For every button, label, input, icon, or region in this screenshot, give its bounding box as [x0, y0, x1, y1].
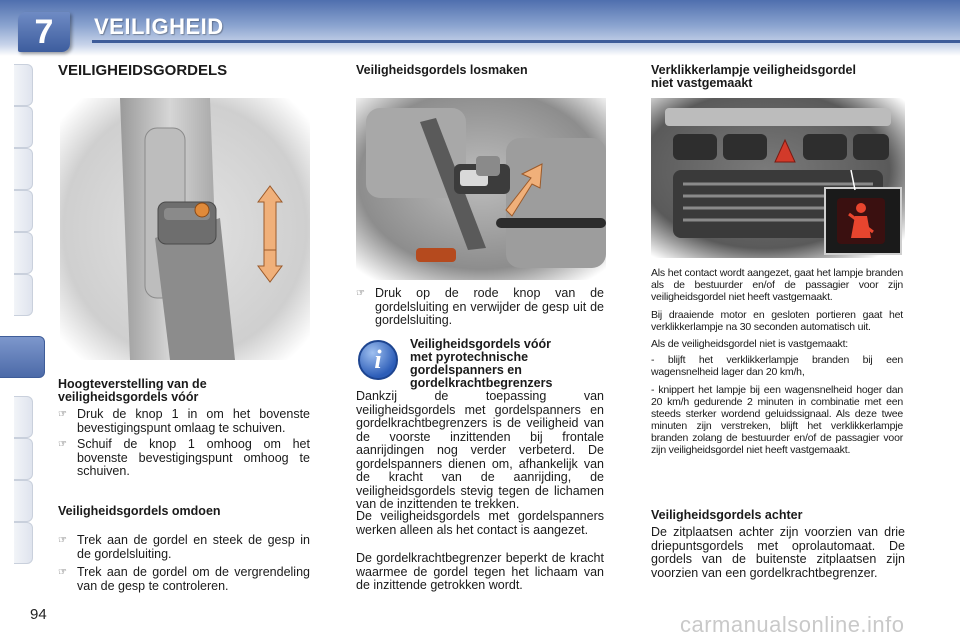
- pyrotechnic-paragraph-2: De veiligheidsgordels met gordelspanners werken alleen als het contact is aangezet.: [356, 509, 604, 537]
- buckle-release-photo: [356, 98, 606, 280]
- pyrotechnic-title-line4: gordelkrachtbegrenzers: [410, 376, 553, 390]
- unfasten-title: Veiligheidsgordels losmaken: [356, 63, 528, 77]
- bullet-text: Druk de knop 1 in om het bovenste bevestigingspunt omlaag te schuiven.: [77, 407, 310, 435]
- chapter-tab-4[interactable]: [14, 190, 33, 232]
- warning-lamp-title-line1: Verklikkerlampje veiligheidsgordel: [651, 63, 856, 77]
- chapter-tab-5[interactable]: [14, 232, 33, 274]
- bullet-icon: ☞: [356, 288, 365, 299]
- pyrotechnic-paragraph-1: Dankzij de toepassing van veiligheidsgordels met gordelspanners en gordelkrachtbegrenzers is de veiligheid van de voorste inzittenden bij frontale aanrijdingen nog verder verbeterd. De gordelspanners dienen om, afhankelijk van de kracht van de aanrijding, de veiligheidsgordels stevig tegen de lichamen van de inzittenden te trekken.: [356, 389, 604, 511]
- bullet-icon: ☞: [58, 567, 67, 578]
- warning-paragraph-3: Als de veiligheidsgordel niet is vastgemaakt:: [651, 338, 849, 350]
- chapter-tab-11[interactable]: [14, 522, 33, 564]
- bullet-text: Trek aan de gordel om de vergrendeling van de gesp te controleren.: [77, 565, 310, 593]
- bullet-text: Schuif de knop 1 omhoog om het bovenste bevestigingspunt omhoog te schuiven.: [77, 437, 310, 478]
- warning-paragraph-5: - knippert het lampje bij een wagensnelheid hoger dan 20 km/h gedurende 2 minuten in combinatie met een steeds sterker wordend geluidssignaal. Als deze twee minuten zijn verstreken, blijft het verklikkerlampje branden zolang de bestuurder en/of de passagier voor zijn veiligheidsgordel niet heeft vastgemaakt.: [651, 384, 903, 456]
- warning-paragraph-4: - blijft het verklikkerlampje branden bij een wagensnelheid lager dan 20 km/h,: [651, 354, 903, 378]
- bullet-icon: ☞: [58, 439, 67, 450]
- pyrotechnic-title-line1: Veiligheidsgordels vóór: [410, 337, 552, 351]
- fasten-title: Veiligheidsgordels omdoen: [58, 504, 221, 518]
- pyrotechnic-title-line2: met pyrotechnische: [410, 350, 529, 364]
- chapter-tab-3[interactable]: [14, 148, 33, 190]
- height-adjust-title-line2: veiligheidsgordels vóór: [58, 390, 199, 404]
- fasten-bullet-1: [58, 534, 310, 561]
- warning-paragraph-1: Als het contact wordt aangezet, gaat het lampje branden als de bestuurder en/of de passagier voor zijn veiligheidsgordel niet heeft vastgemaakt.: [651, 267, 903, 303]
- chapter-tab-6[interactable]: [14, 274, 33, 316]
- warning-lamp-title-line2: niet vastgemaakt: [651, 76, 753, 90]
- seatbelt-height-photo: [60, 98, 310, 360]
- section-title: VEILIGHEIDSGORDELS: [58, 62, 228, 79]
- chapter-tab-1[interactable]: [14, 64, 33, 106]
- chapter-tab-2[interactable]: [14, 106, 33, 148]
- unfasten-bullet-1: [356, 287, 604, 328]
- chapter-tab-8[interactable]: [14, 396, 33, 438]
- pyrotechnic-title-line3: gordelspanners en: [410, 363, 522, 377]
- chapter-tab-active[interactable]: [0, 336, 45, 378]
- chapter-title: VEILIGHEID: [94, 14, 224, 39]
- chapter-tab-9[interactable]: [14, 438, 33, 480]
- bullet-icon: ☞: [58, 409, 67, 420]
- bullet-text: Druk op de rode knop van de gordelsluiting en verwijder de gesp uit de gordelsluiting.: [375, 286, 604, 327]
- info-icon: i: [358, 340, 398, 380]
- warning-lamp-title: [651, 64, 911, 90]
- rear-belts-paragraph: De zitplaatsen achter zijn voorzien van drie driepuntsgordels met oprolautomaat. De gordels van de buitenste zitplaatsen zijn voorzien van een gordelkrachtbegrenzer.: [651, 525, 905, 580]
- pyrotechnic-title: [410, 338, 606, 390]
- dashboard-warning-photo: [651, 98, 905, 258]
- header-rule: [92, 40, 960, 43]
- height-adjust-bullet-2: [58, 438, 310, 479]
- chapter-tab-10[interactable]: [14, 480, 33, 522]
- bullet-icon: ☞: [58, 535, 67, 546]
- height-adjust-bullet-1: [58, 408, 310, 435]
- height-adjust-title: [58, 378, 308, 404]
- page-number: 94: [30, 606, 47, 623]
- warning-paragraph-2: Bij draaiende motor en gesloten portieren gaat het verklikkerlampje na 30 seconden automatisch uit.: [651, 309, 903, 333]
- rear-belts-title: Veiligheidsgordels achter: [651, 508, 803, 522]
- chapter-number: 7: [18, 12, 70, 52]
- watermark: carmanualsonline.info: [680, 612, 905, 637]
- bullet-text: Trek aan de gordel en steek de gesp in de gordelsluiting.: [77, 533, 310, 561]
- height-adjust-title-line1: Hoogteverstelling van de: [58, 377, 207, 391]
- fasten-bullet-2: [58, 566, 310, 593]
- pyrotechnic-paragraph-3: De gordelkrachtbegrenzer beperkt de kracht waarmee de gordel tegen het lichaam van de inzittende getrokken wordt.: [356, 551, 604, 592]
